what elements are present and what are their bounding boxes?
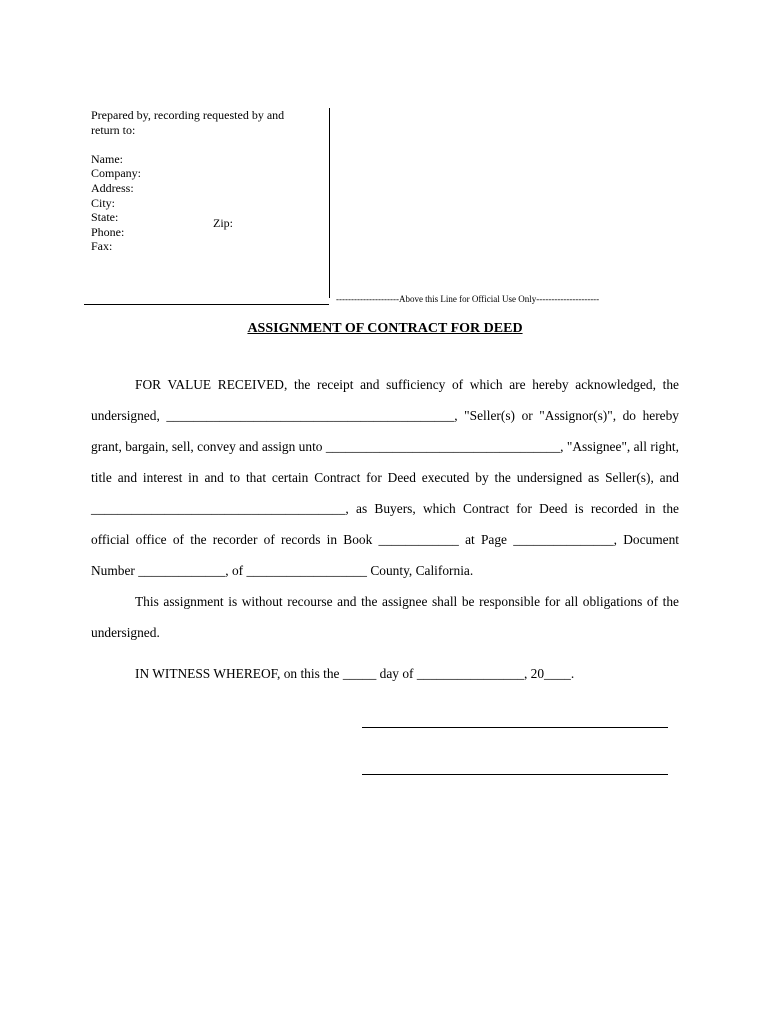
- witness-line: IN WITNESS WHEREOF, on this the _____ day of ________________, 20____.: [135, 666, 575, 681]
- body-paragraph-2: This assignment is without recourse and the assignee shall be responsible for all obligations of the undersigned.: [91, 594, 679, 640]
- company-label: Company:: [91, 166, 141, 181]
- document-body: [91, 369, 679, 648]
- official-use-note: ---------------------Above this Line for Official Use Only---------------------: [336, 294, 600, 304]
- zip-label: Zip:: [213, 216, 233, 230]
- body-paragraph-1: FOR VALUE RECEIVED, the receipt and sufficiency of which are hereby acknowledged, the undersigned, ___________________________________________, "Seller(s) or "Assignor(s)", do hereby grant, bargain, sell, convey and assign unto ___________________________________, "Assignee", all right, title and interest in and to that certain Contract for Deed executed by the undersigned as Seller(s), and ______________________________________, as Buyers, which Contract for Deed is recorded in the official office of the recorder of records in Book ____________ at Page _______________, Document Number _____________, of __________________ County, California.: [91, 377, 679, 578]
- prepared-heading-line-1: Prepared by, recording requested by and: [91, 108, 285, 122]
- prepared-block-bottom-rule: [84, 304, 329, 305]
- signature-line-2: [362, 774, 668, 775]
- name-label: Name:: [91, 151, 123, 166]
- fax-label: Fax:: [91, 239, 113, 254]
- address-label: Address:: [91, 180, 134, 195]
- city-label: City:: [91, 195, 116, 210]
- state-label: State:: [91, 210, 119, 225]
- prepared-heading-line-2: return to:: [91, 122, 136, 137]
- prepared-by-block: [91, 108, 330, 298]
- signature-line-1: [362, 727, 668, 728]
- document-title: ASSIGNMENT OF CONTRACT FOR DEED: [247, 321, 523, 336]
- phone-label: Phone:: [91, 224, 125, 239]
